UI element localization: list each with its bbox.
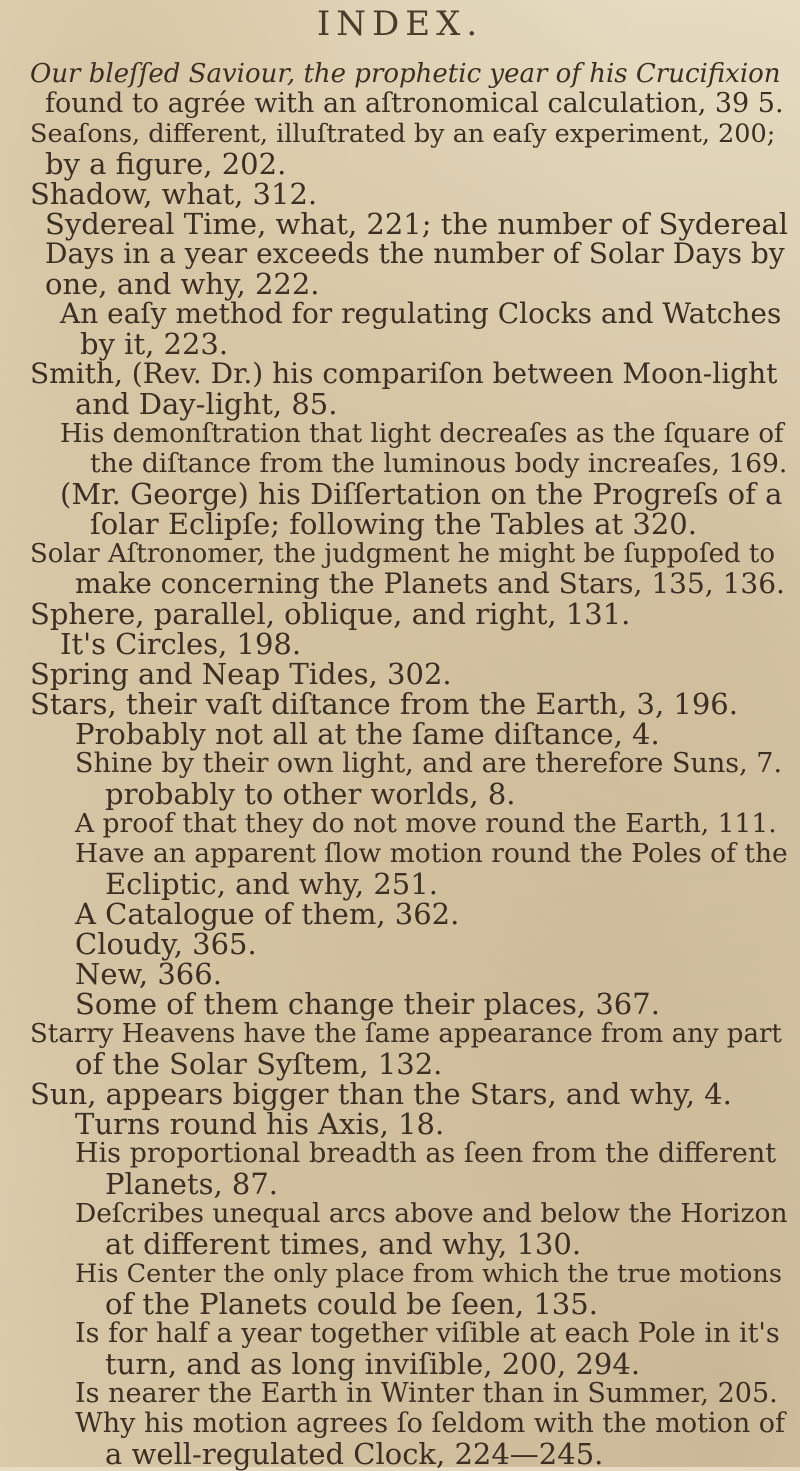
index-line: Our bleſſed Saviour, the prophetic year of his Crucifixion — [30, 59, 781, 89]
index-line: Seaſons, different, illuſtrated by an eaſy experiment, 200; — [30, 119, 776, 149]
index-line: Ecliptic, and why, 251. — [105, 867, 438, 901]
index-line: Is nearer the Earth in Winter than in Summer, 205. — [75, 1378, 778, 1409]
index-line: Starry Heavens have the ſame appearance from any part — [30, 1019, 782, 1049]
index-line: An eaſy method for regulating Clocks and Watches — [60, 297, 782, 330]
index-line: Some of them change their places, 367. — [75, 987, 660, 1021]
index-line: and Day-light, 85. — [75, 387, 338, 421]
index-line: of the Planets could be ſeen, 135. — [105, 1287, 598, 1321]
index-line: Spring and Neap Tides, 302. — [30, 657, 452, 691]
index-line: ſolar Eclipſe; following the Tables at 320. — [90, 507, 697, 541]
index-line: by it, 223. — [80, 327, 229, 361]
index-line: (Mr. George) his Diſſertation on the Progreſs of a — [60, 477, 783, 511]
index-line: make concerning the Planets and Stars, 135, 136. — [75, 567, 785, 600]
index-line: a well-regulated Clock, 224—245. — [105, 1437, 604, 1471]
index-line: by a figure, 202. — [45, 147, 287, 181]
index-line: one, and why, 222. — [45, 267, 320, 301]
index-line: probably to other worlds, 8. — [105, 777, 516, 811]
index-line: Cloudy, 365. — [75, 927, 257, 961]
index-line: Probably not all at the ſame diſtance, 4. — [75, 717, 660, 751]
index-line: of the Solar Syſtem, 132. — [75, 1047, 443, 1081]
index-line: Have an apparent ſlow motion round the Poles of the — [75, 838, 788, 869]
index-line: His Center the only place from which the true motions — [75, 1259, 782, 1289]
index-line: Sun, appears bigger than the Stars, and why, 4. — [30, 1077, 732, 1111]
index-line: His proportional breadth as ſeen from the different — [75, 1138, 777, 1169]
index-line: Sydereal Time, what, 221; the number of Sydereal — [45, 207, 789, 241]
index-line: Planets, 87. — [105, 1167, 279, 1201]
index-line: the diſtance from the luminous body increaſes, 169. — [90, 448, 788, 479]
page-header: INDEX. — [316, 4, 484, 44]
index-line: found to agrée with an aſtronomical calculation, 39 5. — [45, 88, 784, 119]
index-line: Smith, (Rev. Dr.) his compariſon between Moon-light — [30, 357, 778, 390]
index-line: at different times, and why, 130. — [105, 1227, 582, 1261]
index-line: Deſcribes unequal arcs above and below the Horizon — [75, 1198, 788, 1229]
index-line: Sphere, parallel, oblique, and right, 131. — [30, 597, 631, 631]
index-line: Solar Aſtronomer, the judgment he might be ſuppoſed to — [30, 539, 775, 569]
index-line: Days in a year exceeds the number of Solar Days by — [45, 237, 785, 270]
index-line: Why his motion agrees ſo ſeldom with the motion of — [75, 1408, 786, 1439]
index-line: Shine by their own light, and are therefore Suns, 7. — [75, 748, 783, 779]
index-line: Shadow, what, 312. — [30, 177, 318, 211]
index-line: Stars, their vaſt diſtance from the Earth, 3, 196. — [30, 687, 738, 721]
index-line: A proof that they do not move round the Earth, 111. — [75, 808, 777, 839]
index-line: New, 366. — [75, 957, 222, 991]
index-line: A Catalogue of them, 362. — [75, 897, 460, 931]
index-line: Is for half a year together viſible at each Pole in it's — [75, 1318, 780, 1349]
index-line: It's Circles, 198. — [60, 627, 302, 661]
index-line: turn, and as long inviſible, 200, 294. — [105, 1347, 641, 1381]
index-line: Turns round his Axis, 18. — [75, 1107, 445, 1141]
index-line: His demonſtration that light decreaſes as the ſquare of — [60, 419, 784, 449]
